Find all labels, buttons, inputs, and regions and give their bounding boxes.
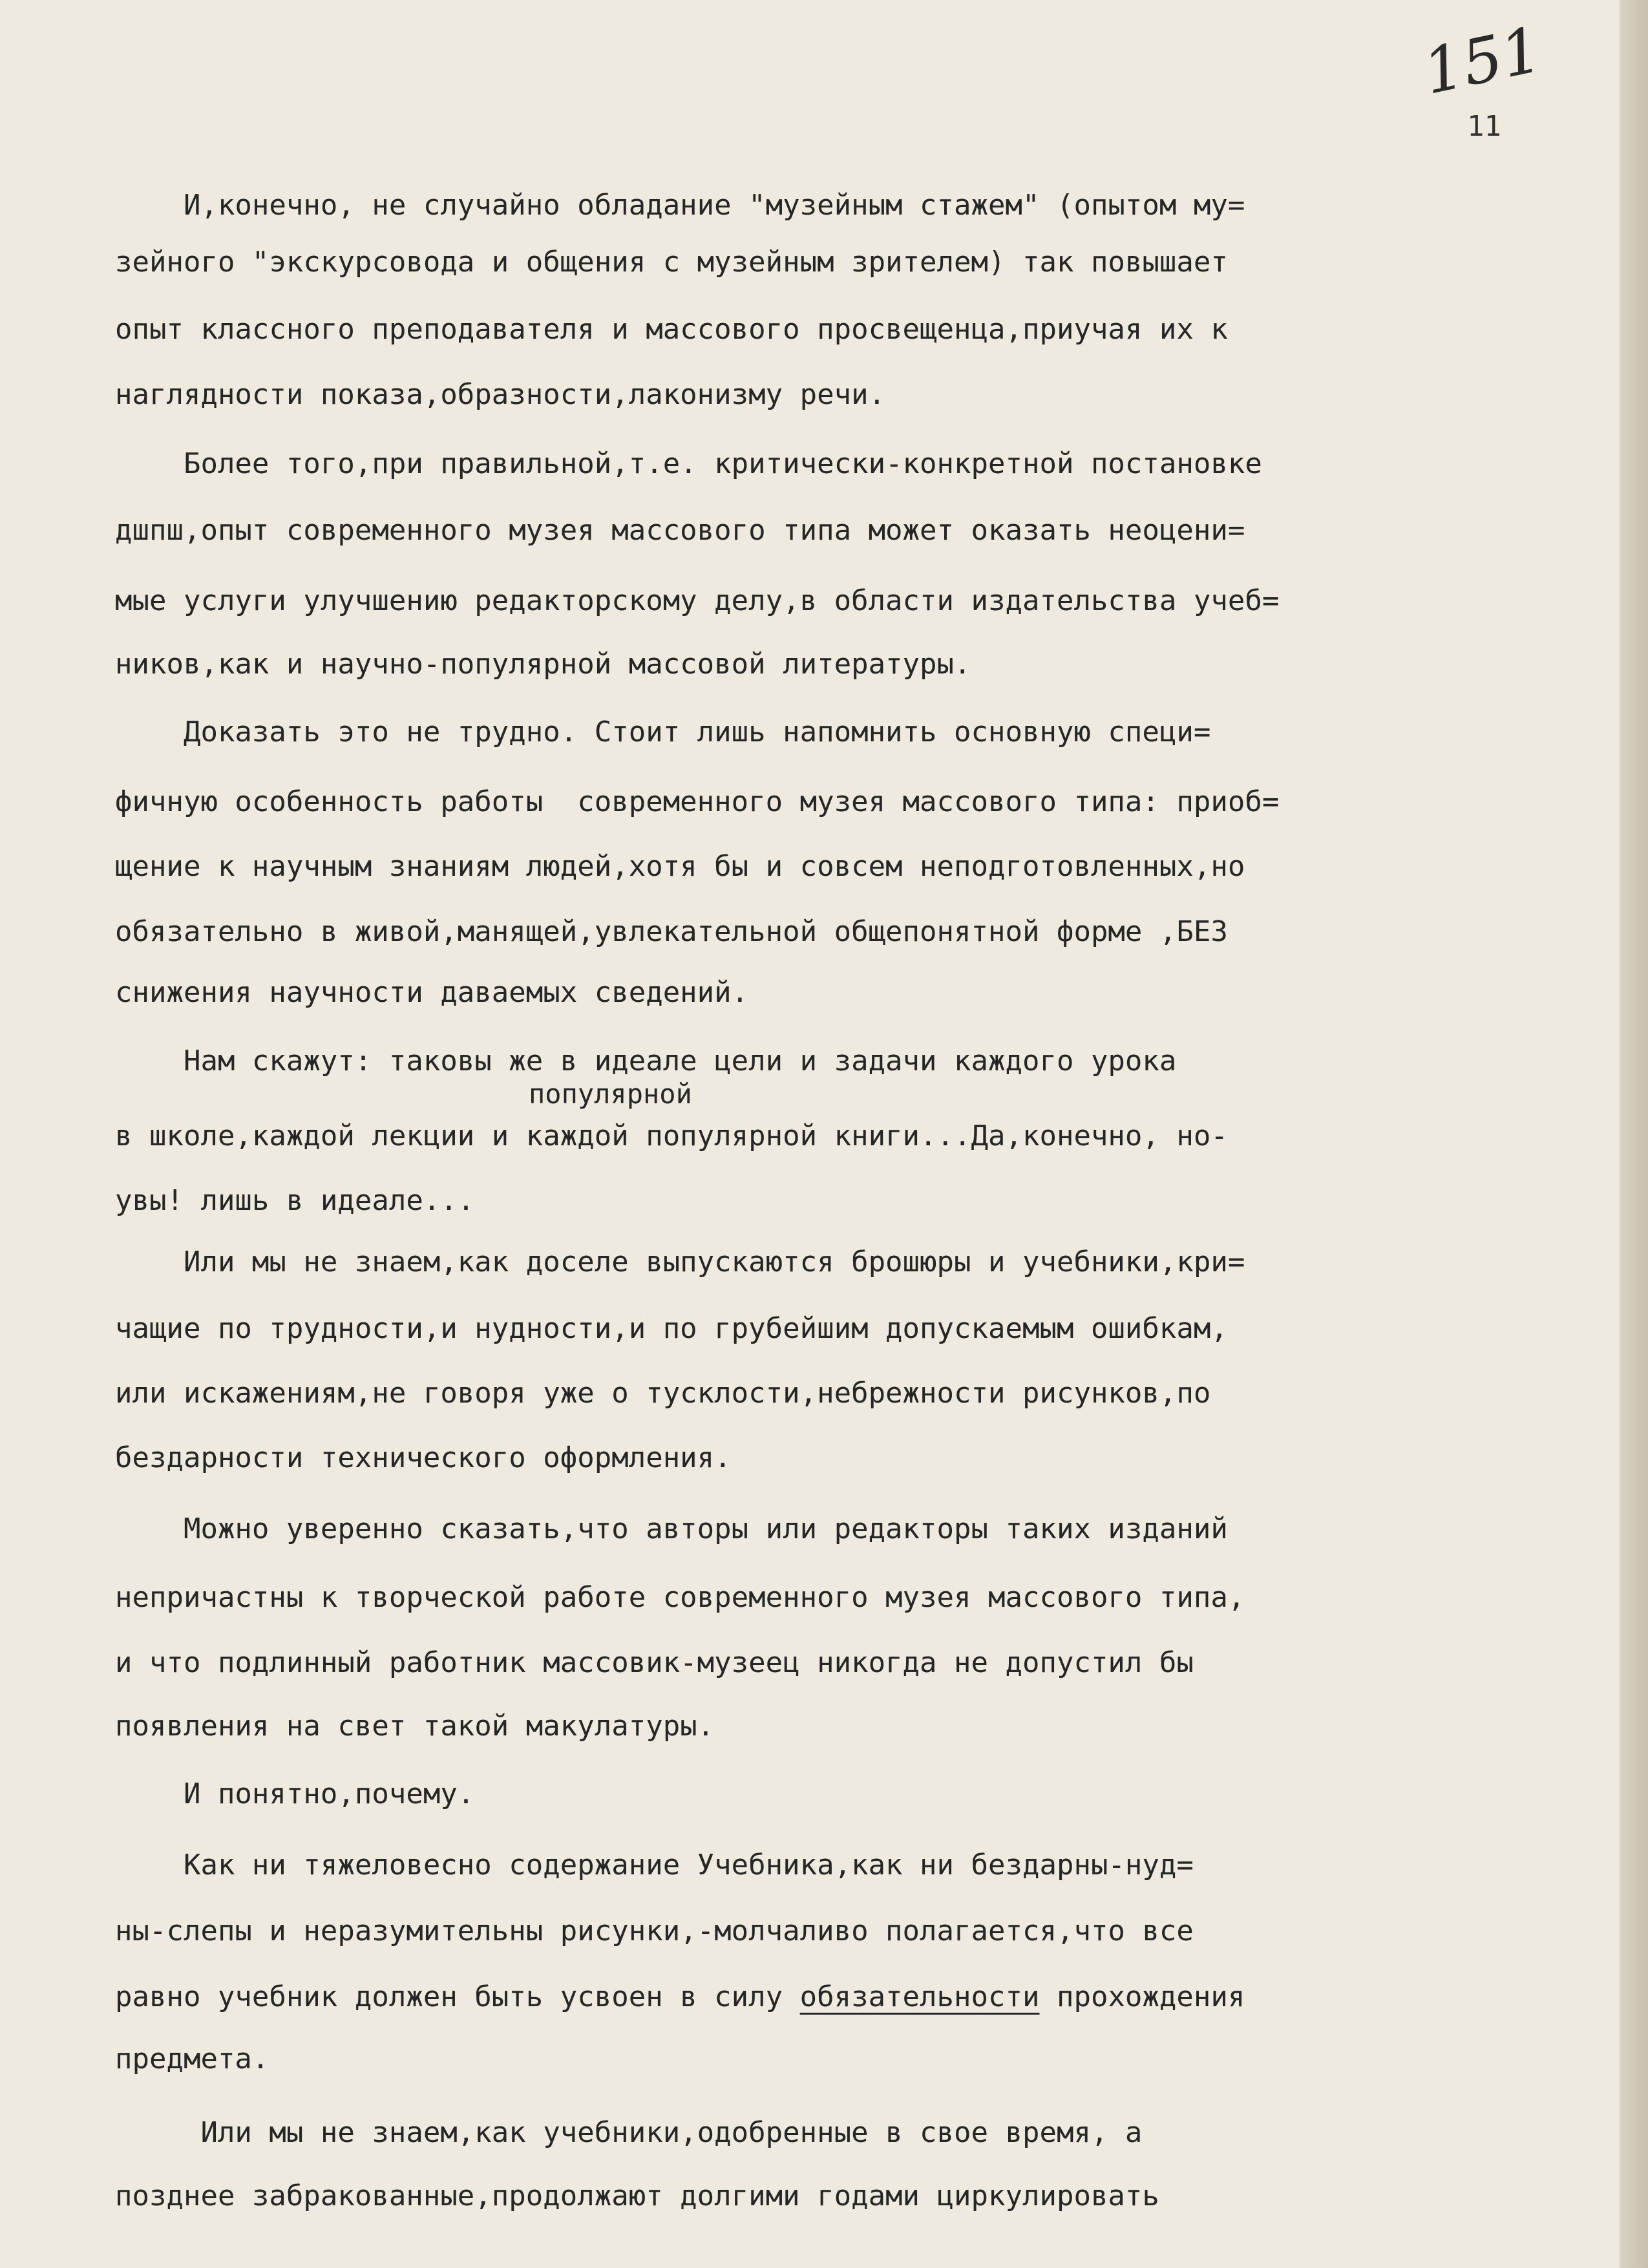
text-line: фичную особенность работы современного музея массового типа: приоб= bbox=[115, 785, 1280, 818]
text-line: ников,как и научно-популярной массовой литературы. bbox=[115, 648, 971, 681]
text-line: Или мы не знаем,как доселе выпускаются брошюры и учебники,кри= bbox=[115, 1245, 1245, 1278]
text-line: Более того,при правильной,т.е. критически-конкретной постановке bbox=[115, 447, 1262, 480]
text-line: Или мы не знаем,как учебники,одобренные в свое время, а bbox=[115, 2116, 1143, 2149]
text-line: мые услуги улучшению редакторскому делу,в области издательства учеб= bbox=[115, 584, 1280, 617]
text-line: предмета. bbox=[115, 2042, 269, 2075]
text-line: бездарности технического оформления. bbox=[115, 1441, 732, 1474]
text-line: Как ни тяжеловесно содержание Учебника,как ни бездарны-нуд= bbox=[115, 1849, 1194, 1881]
text-line: Можно уверенно сказать,что авторы или редакторы таких изданий bbox=[115, 1512, 1228, 1545]
text-segment: равно учебник должен быть усвоен в силу bbox=[115, 1980, 800, 2013]
text-line: появления на свет такой макулатуры. bbox=[115, 1710, 715, 1743]
text-line: И понятно,почему. bbox=[115, 1777, 475, 1810]
underlined-word: обязательности bbox=[799, 1980, 1040, 2013]
text-line: обязательно в живой,манящей,увлекательной общепонятной форме ,БЕЗ bbox=[115, 915, 1228, 948]
text-line: щение к научным знаниям людей,хотя бы и совсем неподготовленных,но bbox=[115, 850, 1245, 883]
text-line: увы! лишь в идеале... bbox=[115, 1184, 475, 1217]
text-line: снижения научности даваемых сведений. bbox=[115, 976, 749, 1009]
text-line: опыт классного преподавателя и массового просвещенца,приучая их к bbox=[115, 313, 1228, 346]
interlinear-insert: популярной bbox=[529, 1078, 692, 1110]
text-line: Нам скажут: таковы же в идеале цели и задачи каждого урока bbox=[115, 1044, 1177, 1077]
page-number: 11 bbox=[1467, 110, 1501, 143]
text-segment: прохождения bbox=[1039, 1980, 1245, 2013]
text-line: наглядности показа,образности,лаконизму речи. bbox=[115, 378, 886, 411]
text-line: или искажениям,не говоря уже о тусклости,небрежности рисунков,по bbox=[115, 1377, 1211, 1410]
text-line: Доказать это не трудно. Стоит лишь напомнить основную специ= bbox=[115, 715, 1211, 748]
text-line: в школе,каждой лекции и каждой популярной книги...Да,конечно, но- bbox=[115, 1119, 1228, 1152]
handwritten-folio-number: 151 bbox=[1417, 13, 1548, 109]
text-line: дшпш,опыт современного музея массового типа может оказать неоцени= bbox=[115, 514, 1245, 547]
text-line bbox=[115, 1979, 1245, 2015]
page-edge bbox=[1620, 0, 1648, 2268]
text-line: И,конечно, не случайно обладание "музейным стажем" (опытом му= bbox=[115, 189, 1245, 222]
text-line: зейного "экскурсовода и общения с музейным зрителем) так повышает bbox=[115, 246, 1228, 279]
text-line: позднее забракованные,продолжают долгими годами циркулировать bbox=[115, 2179, 1159, 2212]
text-line: ны-слепы и неразумительны рисунки,-молчаливо полагается,что все bbox=[115, 1914, 1194, 1947]
text-line: чащие по трудности,и нудности,и по грубейшим допускаемым ошибкам, bbox=[115, 1312, 1228, 1345]
text-line: и что подлинный работник массовик-музеец никогда не допустил бы bbox=[115, 1646, 1194, 1679]
text-line: непричастны к творческой работе современного музея массового типа, bbox=[115, 1581, 1245, 1614]
